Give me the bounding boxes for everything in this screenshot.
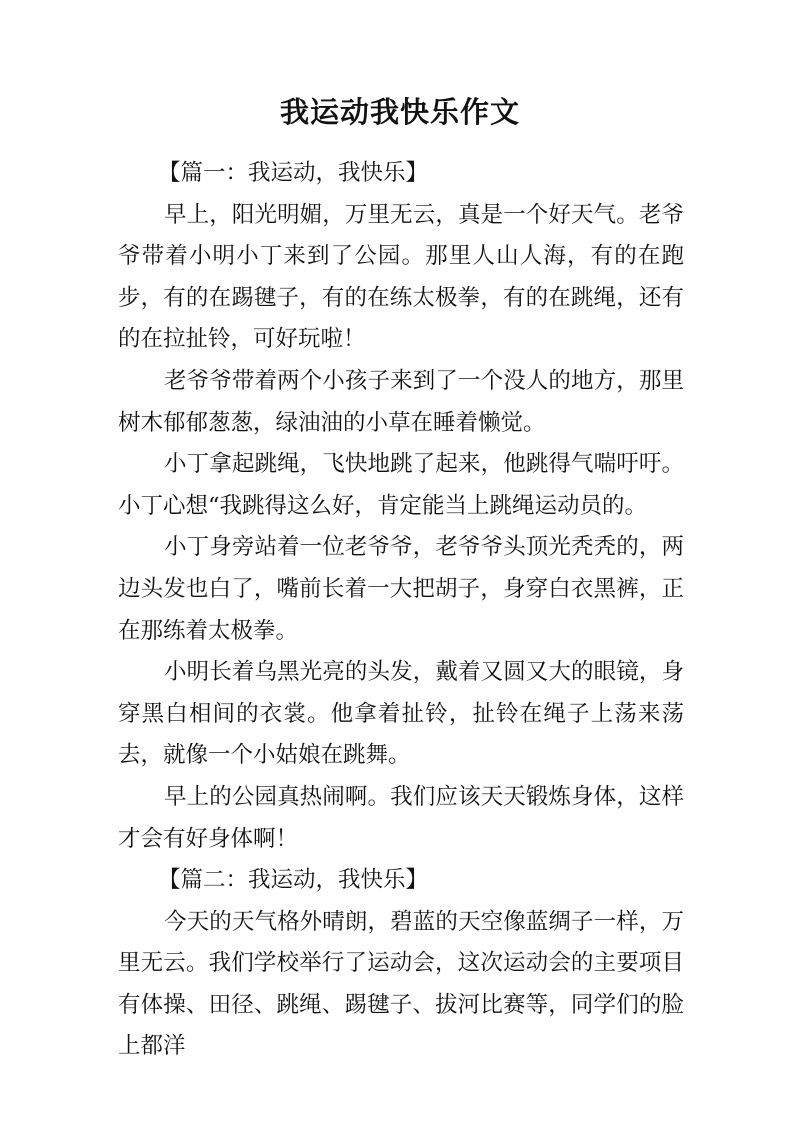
paragraph: 小丁拿起跳绳，飞快地跳了起来，他跳得气喘吁吁。小丁心想“我跳得这么好，肯定能当上跳绳运动员的。 [118,451,684,519]
document-body [118,153,684,1068]
section-heading: 【篇二：我运动，我快乐】 [158,867,429,894]
paragraph: 早上，阳光明媚，万里无云，真是一个好天气。老爷爷带着小明小丁来到了公园。那里人山人海，有的在跑步，有的在踢毽子，有的在练太极拳，有的在跳绳，还有的在拉扯铃，可好玩啦！ [118,201,684,353]
paragraph: 老爷爷带着两个小孩子来到了一个没人的地方，那里树木郁郁葱葱，绿油油的小草在睡着懒觉。 [118,367,684,436]
section-heading: 【篇一：我运动，我快乐】 [158,160,429,186]
paragraph: 小明长着乌黑光亮的头发，戴着又圆又大的眼镜，身穿黑白相间的衣裳。他拿着扯铃，扯铃在绳子上荡来荡去，就像一个小姑娘在跳舞。 [118,659,684,769]
paragraph: 早上的公园真热闹啊。我们应该天天锻炼身体，这样才会有好身体啊！ [118,783,684,852]
document-title: 我运动我快乐作文 [279,95,520,129]
paragraph: 小丁身旁站着一位老爷爷，老爷爷头顶光秃秃的，两边头发也白了，嘴前长着一大把胡子，身穿白衣黑裤，正在那练着太极拳。 [118,534,684,644]
paragraph: 今天的天气格外晴朗，碧蓝的天空像蓝绸子一样，万里无云。我们学校举行了运动会，这次运动会的主要项目有体操、田径、跳绳、踢毽子、拔河比赛等，同学们的脸上都洋 [118,908,684,1060]
